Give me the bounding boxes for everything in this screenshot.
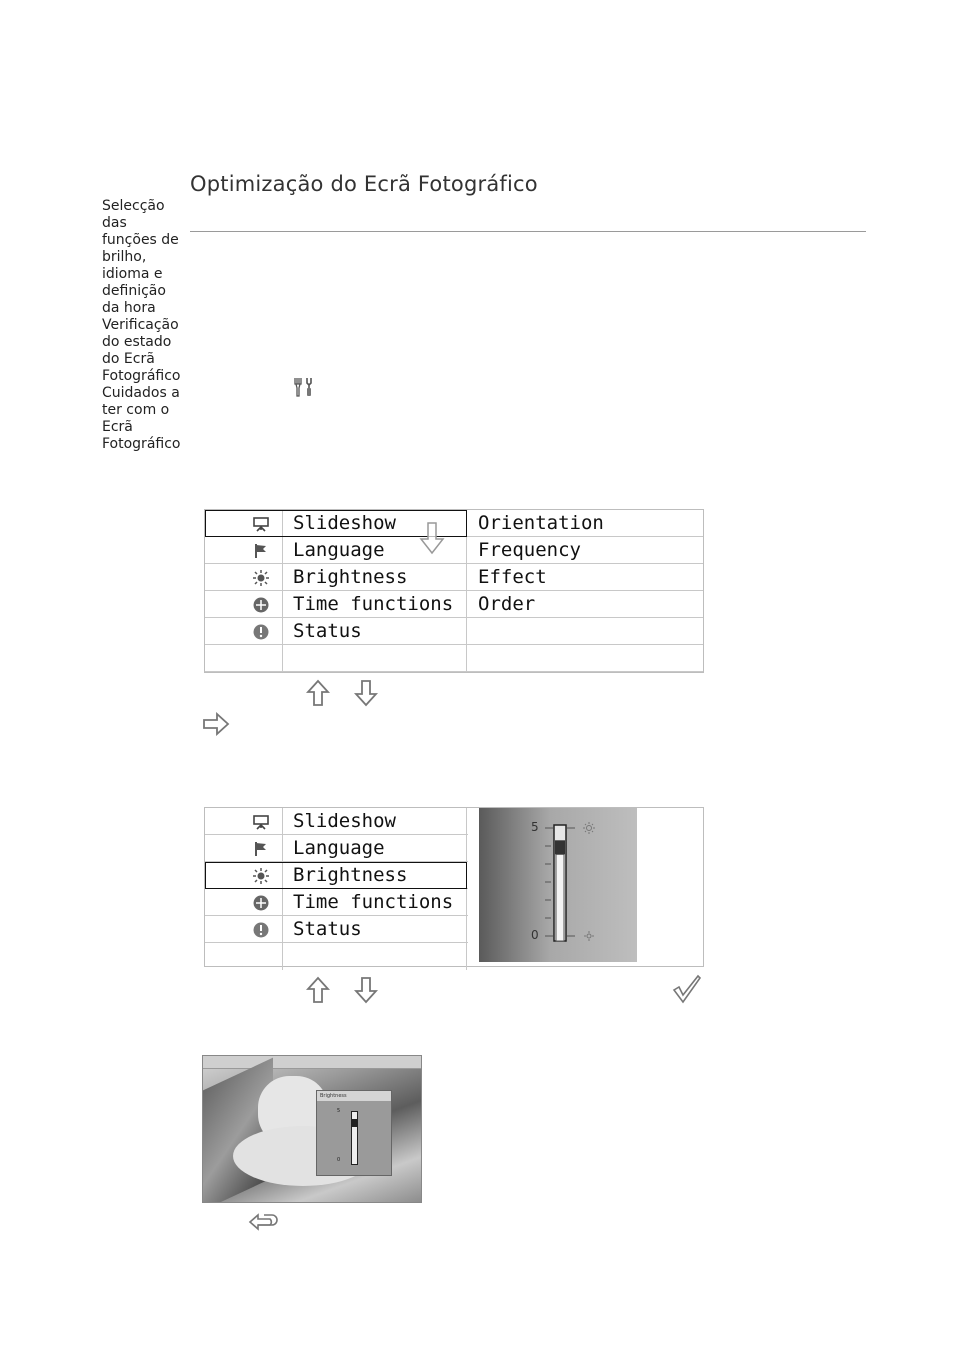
menu-row-time-functions[interactable] — [205, 591, 703, 618]
status-icon — [252, 921, 270, 939]
submenu-item-effect[interactable]: Effect — [478, 566, 547, 588]
down-arrow-icon — [419, 521, 445, 555]
menu-item-label: Status — [283, 916, 467, 942]
up-arrow-icon[interactable] — [306, 976, 330, 1004]
menu-row-time-functions[interactable] — [205, 889, 468, 916]
overlay-title: Brightness — [317, 1091, 391, 1101]
menu-row-brightness[interactable] — [205, 862, 468, 889]
sidebar-nav — [102, 198, 186, 453]
photo-frame-bar — [203, 1056, 421, 1069]
brightness-slider[interactable] — [539, 820, 599, 954]
menu-row-empty — [205, 645, 703, 672]
down-arrow-icon[interactable] — [354, 976, 378, 1004]
sun-icon — [583, 822, 595, 834]
flag-icon — [252, 542, 270, 560]
slider-min-label: 0 — [531, 928, 539, 942]
overlay-slider-knob — [352, 1119, 357, 1127]
main-menu-slideshow — [204, 509, 704, 673]
main-menu-brightness — [204, 807, 704, 967]
menu-row-language[interactable] — [205, 835, 468, 862]
menu-row-language[interactable] — [205, 537, 703, 564]
flag-icon — [252, 840, 270, 858]
slideshow-icon — [252, 515, 270, 533]
slider-knob[interactable] — [555, 840, 565, 854]
menu-row-slideshow[interactable] — [205, 808, 468, 835]
status-icon — [252, 623, 270, 641]
menu-row-status[interactable] — [205, 916, 468, 943]
menu-item-label: Time functions — [283, 889, 467, 915]
menu-item-label: Language — [283, 537, 467, 563]
submenu-item-order[interactable]: Order — [478, 593, 536, 615]
overlay-max-label: 5 — [337, 1108, 341, 1114]
slider-fill — [556, 854, 564, 941]
sun-dim-icon — [584, 931, 594, 941]
photo-preview — [202, 1055, 422, 1203]
clock-icon — [252, 596, 270, 614]
menu-item-label: Slideshow — [283, 510, 467, 536]
brightness-panel — [479, 808, 637, 962]
down-arrow-icon[interactable] — [354, 679, 378, 707]
menu-item-label: Status — [283, 618, 467, 644]
clock-icon — [252, 894, 270, 912]
overlay-min-label: 0 — [337, 1157, 341, 1163]
menu-row-status[interactable] — [205, 618, 703, 645]
submenu-item-frequency[interactable]: Frequency — [478, 539, 581, 561]
back-icon[interactable] — [248, 1213, 280, 1235]
menu-row-empty — [205, 943, 468, 970]
page-title: Optimização do Ecrã Fotográfico — [190, 172, 538, 196]
submenu-item-orientation[interactable]: Orientation — [478, 512, 604, 534]
brightness-icon — [252, 569, 270, 587]
brightness-icon — [252, 867, 270, 885]
menu-item-label: Time functions — [283, 591, 467, 617]
slider-max-label: 5 — [531, 820, 539, 834]
menu-row-brightness[interactable] — [205, 564, 703, 591]
brightness-overlay — [316, 1090, 392, 1176]
menu-item-label: Language — [283, 835, 467, 861]
settings-icon — [292, 375, 316, 399]
overlay-slider-track — [351, 1111, 358, 1165]
confirm-check-icon[interactable] — [672, 974, 702, 1004]
right-arrow-icon[interactable] — [202, 712, 230, 736]
menu-item-label: Brightness — [283, 862, 467, 888]
title-divider — [190, 231, 866, 232]
menu-row-slideshow[interactable] — [205, 510, 703, 537]
menu-item-label: Slideshow — [283, 808, 467, 834]
sidebar-item-brightness-language-time[interactable]: Selecção das funções de brilho, idioma e definição da hora — [102, 198, 179, 316]
menu-item-label: Brightness — [283, 564, 467, 590]
up-arrow-icon[interactable] — [306, 679, 330, 707]
sidebar-item-status[interactable]: Verificação do estado do Ecrã Fotográfico — [102, 317, 181, 384]
sidebar-item-care[interactable]: Cuidados a ter com o Ecrã Fotográfico — [102, 385, 181, 452]
slideshow-icon — [252, 813, 270, 831]
